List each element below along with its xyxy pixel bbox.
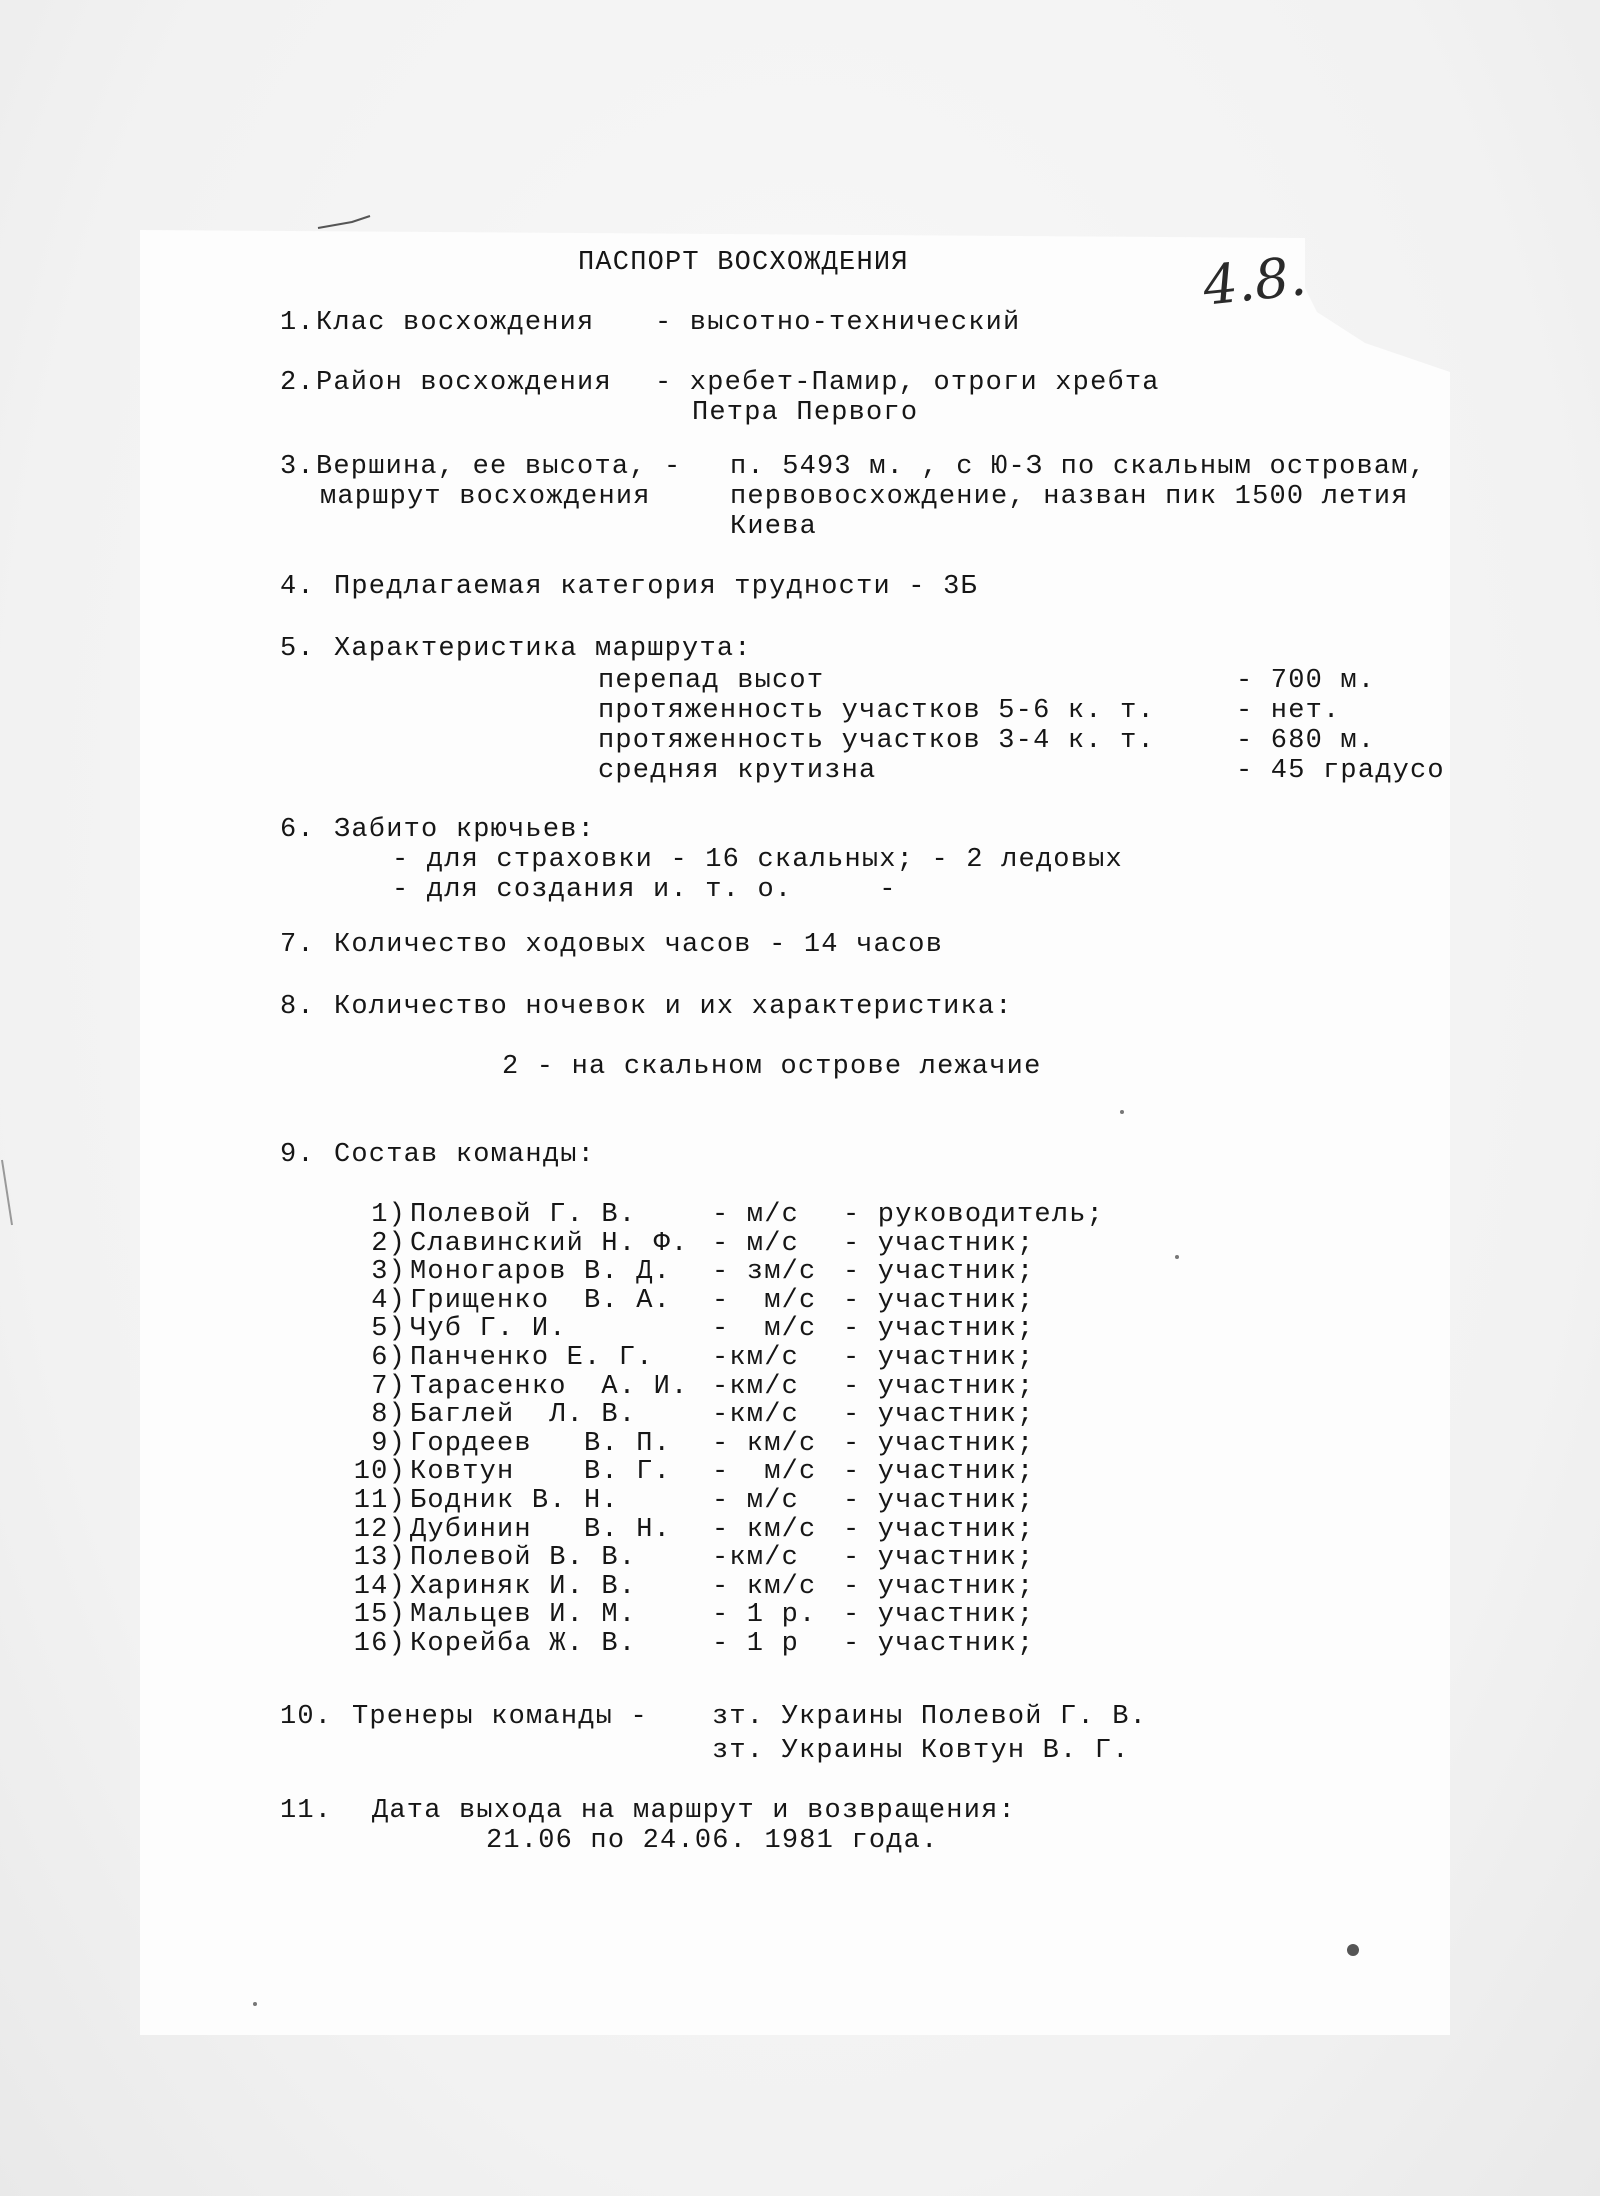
member-rank: - м/с xyxy=(712,1229,800,1259)
member-role: - участник; xyxy=(843,1429,1035,1459)
member-role: - участник; xyxy=(843,1372,1035,1402)
member-role: - участник; xyxy=(843,1343,1035,1373)
member-name: Полевой В. В. xyxy=(410,1543,637,1573)
member-role: - участник; xyxy=(843,1314,1035,1344)
item-6-line-2: - для создания и. т. о. - xyxy=(392,875,897,905)
scan-speck xyxy=(1120,1110,1124,1114)
member-name: Гордеев В. П. xyxy=(410,1429,672,1459)
item-7-number: 7. xyxy=(280,930,315,960)
scan-speck xyxy=(1175,1255,1179,1259)
member-number: 8) xyxy=(371,1400,406,1430)
member-rank: -км/с xyxy=(712,1372,800,1402)
member-number: 9) xyxy=(371,1429,406,1459)
item-10-coach-2: зт. Украины Ковтун В. Г. xyxy=(712,1736,1130,1766)
item-3-value-line-3: Киева xyxy=(730,512,818,542)
route-characteristic-name: средняя крутизна xyxy=(598,756,877,786)
route-characteristic-value: - 700 м. xyxy=(1236,666,1376,696)
item-4-text: Предлагаемая категория трудности - 3Б xyxy=(334,572,978,602)
member-rank: - м/с xyxy=(712,1286,817,1316)
member-name: Хариняк И. В. xyxy=(410,1572,637,1602)
item-6-line-1: - для страховки - 16 скальных; - 2 ледовых xyxy=(392,845,1123,875)
item-10-coach-1: зт. Украины Полевой Г. В. xyxy=(712,1702,1148,1732)
member-role: - участник; xyxy=(843,1286,1035,1316)
item-4-number: 4. xyxy=(280,572,315,602)
item-2-value: - хребет-Памир, отроги хребта xyxy=(655,368,1160,398)
member-number: 6) xyxy=(371,1343,406,1373)
item-9-label: Состав команды: xyxy=(334,1140,596,1170)
route-characteristic-name: протяженность участков 5-6 к. т. xyxy=(598,696,1155,726)
member-role: - участник; xyxy=(843,1229,1035,1259)
item-7-text: Количество ходовых часов - 14 часов xyxy=(334,930,944,960)
member-role: - участник; xyxy=(843,1486,1035,1516)
item-3-label-line-1: Вершина, ее высота, - xyxy=(316,452,682,482)
member-role: - участник; xyxy=(843,1600,1035,1630)
route-characteristic-name: перепад высот xyxy=(598,666,825,696)
item-3-number: 3. xyxy=(280,452,315,482)
item-10-number: 10. xyxy=(280,1702,333,1732)
member-name: Панченко Е. Г. xyxy=(410,1343,654,1373)
member-number: 2) xyxy=(371,1229,406,1259)
item-2-value-continued: Петра Первого xyxy=(692,398,919,428)
member-rank: - км/с xyxy=(712,1515,817,1545)
member-rank: - км/с xyxy=(712,1572,817,1602)
member-role: - руководитель; xyxy=(843,1200,1105,1230)
member-rank: - м/с xyxy=(712,1314,817,1344)
member-name: Корейба Ж. В. xyxy=(410,1629,637,1659)
member-name: Ковтун В. Г. xyxy=(410,1457,672,1487)
member-number: 12) xyxy=(353,1515,406,1545)
member-role: - участник; xyxy=(843,1629,1035,1659)
scan-scratch xyxy=(2,1160,12,1225)
member-number: 5) xyxy=(371,1314,406,1344)
member-rank: - м/с xyxy=(712,1200,800,1230)
member-name: Тарасенко А. И. xyxy=(410,1372,689,1402)
member-name: Моногаров В. Д. xyxy=(410,1257,672,1287)
member-name: Дубинин В. Н. xyxy=(410,1515,672,1545)
item-6-number: 6. xyxy=(280,815,315,845)
member-rank: -км/с xyxy=(712,1400,800,1430)
item-11-dates: 21.06 по 24.06. 1981 года. xyxy=(486,1826,939,1856)
item-11-number: 11. xyxy=(280,1796,333,1826)
member-number: 10) xyxy=(353,1457,406,1487)
route-characteristic-value: - 680 м. xyxy=(1236,726,1376,756)
member-number: 13) xyxy=(353,1543,406,1573)
member-number: 1) xyxy=(371,1200,406,1230)
member-rank: - зм/с xyxy=(712,1257,817,1287)
member-name: Славинский Н. Ф. xyxy=(410,1229,689,1259)
member-rank: -км/с xyxy=(712,1543,800,1573)
member-name: Баглей Л. В. xyxy=(410,1400,637,1430)
member-rank: - 1 р. xyxy=(712,1600,817,1630)
item-6-label: Забито крючьев: xyxy=(334,815,596,845)
member-name: Бодник В. Н. xyxy=(410,1486,619,1516)
member-rank: - м/с xyxy=(712,1457,817,1487)
item-2-number: 2. xyxy=(280,368,315,398)
member-number: 15) xyxy=(353,1600,406,1630)
member-role: - участник; xyxy=(843,1400,1035,1430)
item-2-label: Район восхождения xyxy=(316,368,612,398)
member-name: Грищенко В. А. xyxy=(410,1286,672,1316)
scan-scratch xyxy=(318,216,370,228)
route-characteristic-value: - нет. xyxy=(1236,696,1341,726)
item-5-label: Характеристика маршрута: xyxy=(334,634,752,664)
item-3-value-line-2: первовосхождение, назван пик 1500 летия xyxy=(730,482,1409,512)
item-1-number: 1. xyxy=(280,308,315,338)
member-role: - участник; xyxy=(843,1572,1035,1602)
member-role: - участник; xyxy=(843,1515,1035,1545)
item-11-label: Дата выхода на маршрут и возвращения: xyxy=(372,1796,1016,1826)
member-rank: -км/с xyxy=(712,1343,800,1373)
member-rank: - 1 р xyxy=(712,1629,800,1659)
page-title: ПАСПОРТ ВОСХОЖДЕНИЯ xyxy=(578,248,909,278)
item-8-text: Количество ночевок и их характеристика: xyxy=(334,992,1013,1022)
item-8-detail: 2 - на скальном острове лежачие xyxy=(502,1052,1042,1082)
member-role: - участник; xyxy=(843,1257,1035,1287)
route-characteristic-name: протяженность участков 3-4 к. т. xyxy=(598,726,1155,756)
handwritten-mark: 4.8. xyxy=(1200,244,1310,318)
member-name: Мальцев И. М. xyxy=(410,1600,637,1630)
route-characteristic-value: - 45 градусо xyxy=(1236,756,1445,786)
member-number: 16) xyxy=(353,1629,406,1659)
item-5-number: 5. xyxy=(280,634,315,664)
member-rank: - м/с xyxy=(712,1486,800,1516)
scan-speck xyxy=(253,2002,257,2006)
member-number: 4) xyxy=(371,1286,406,1316)
item-3-value-line-1: п. 5493 м. , с Ю-З по скальным островам, xyxy=(730,452,1427,482)
member-rank: - км/с xyxy=(712,1429,817,1459)
member-number: 14) xyxy=(353,1572,406,1602)
member-name: Полевой Г. В. xyxy=(410,1200,637,1230)
member-name: Чуб Г. И. xyxy=(410,1314,567,1344)
member-role: - участник; xyxy=(843,1543,1035,1573)
item-3-label-line-2: маршрут восхождения xyxy=(320,482,651,512)
item-10-label: Тренеры команды - xyxy=(352,1702,648,1732)
item-8-number: 8. xyxy=(280,992,315,1022)
scan-speck xyxy=(1347,1944,1359,1956)
member-number: 3) xyxy=(371,1257,406,1287)
item-9-number: 9. xyxy=(280,1140,315,1170)
item-1-label: Клас восхождения xyxy=(316,308,595,338)
member-number: 7) xyxy=(371,1372,406,1402)
item-1-value: - высотно-технический xyxy=(655,308,1021,338)
member-number: 11) xyxy=(353,1486,406,1516)
member-role: - участник; xyxy=(843,1457,1035,1487)
